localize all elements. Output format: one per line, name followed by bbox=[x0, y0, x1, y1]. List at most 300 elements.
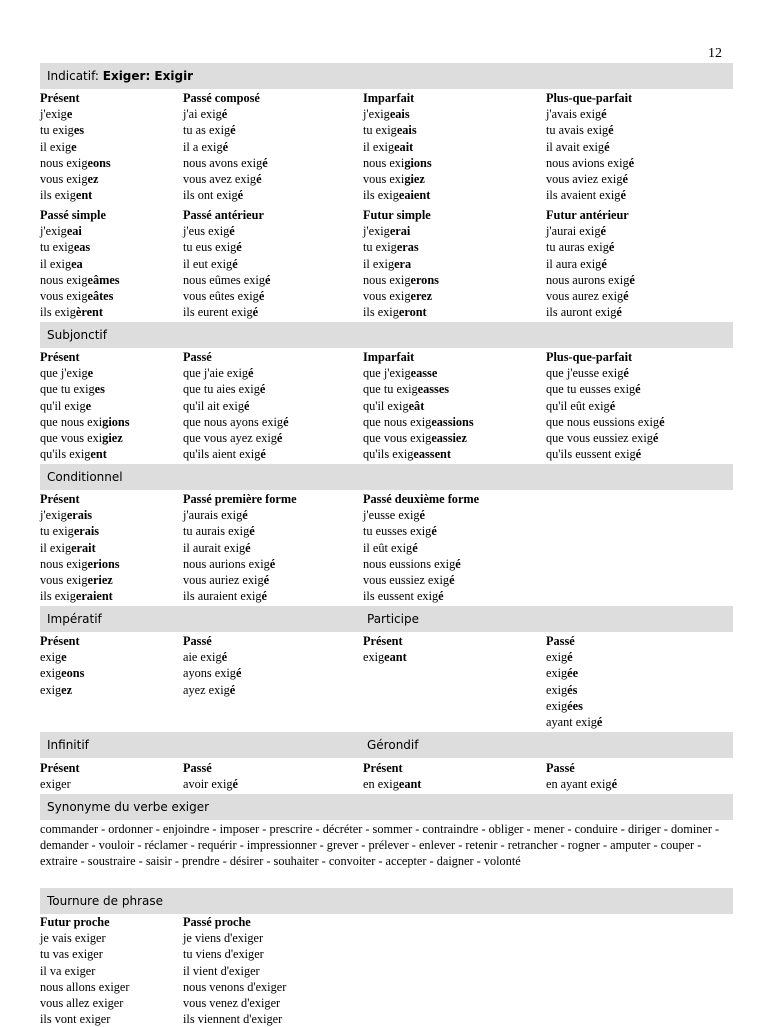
conjugation-line bbox=[546, 446, 736, 462]
ending-text: é bbox=[412, 540, 418, 555]
ending-text: é bbox=[567, 650, 573, 665]
subject-text: que vous bbox=[363, 430, 411, 445]
section-title: Subjonctif bbox=[47, 328, 107, 342]
conjugation-line bbox=[363, 588, 553, 604]
subject-text: il eût bbox=[363, 540, 392, 555]
ending-text: erais bbox=[73, 524, 100, 539]
stem-text: exig bbox=[228, 524, 250, 539]
conjugation-line bbox=[363, 398, 553, 414]
subject-text: ils auraient bbox=[183, 589, 241, 604]
stem-text: exig bbox=[234, 171, 257, 186]
tense-header: Passé bbox=[183, 761, 212, 775]
ending-text: é bbox=[601, 256, 607, 271]
stem-text: exig bbox=[608, 272, 630, 287]
ending-text: é bbox=[616, 305, 622, 320]
stem-text: exig bbox=[64, 398, 86, 413]
ending-text: giez bbox=[102, 430, 123, 445]
subject-text: nous allons exiger bbox=[40, 979, 130, 994]
conjugation-column bbox=[183, 914, 373, 1027]
conjugation-line bbox=[363, 122, 553, 138]
conjugation-line bbox=[363, 507, 553, 523]
subject-text: que tu aies bbox=[183, 382, 239, 397]
ending-text: é bbox=[232, 256, 238, 271]
ending-text: é bbox=[608, 240, 615, 255]
stem-text: exig bbox=[237, 288, 259, 303]
subject-text: qu'ils bbox=[363, 447, 393, 462]
conjugation-line bbox=[183, 682, 373, 698]
stem-text: exig bbox=[375, 240, 397, 255]
conjugation-column bbox=[546, 349, 736, 462]
ending-text: é bbox=[283, 414, 289, 429]
conjugation-column bbox=[546, 760, 736, 792]
ending-text: é bbox=[601, 107, 607, 122]
stem-text: exig bbox=[601, 171, 623, 186]
ending-text: é bbox=[236, 240, 242, 255]
section-title: Conditionnel bbox=[47, 470, 123, 484]
ending-text: ée bbox=[567, 666, 579, 681]
conjugation-column bbox=[183, 90, 373, 203]
stem-text: exig bbox=[66, 155, 88, 170]
subject-text: nous venons d'exiger bbox=[183, 979, 287, 994]
conjugation-column bbox=[363, 760, 553, 792]
subject-text: nous bbox=[40, 272, 67, 287]
section-header-subjonctif bbox=[40, 322, 733, 348]
stem-text: exi bbox=[87, 430, 103, 445]
conjugation-column bbox=[183, 349, 373, 462]
ending-text: ent bbox=[75, 188, 93, 203]
subject-text: que nous ayons bbox=[183, 414, 262, 429]
conjugation-line bbox=[183, 106, 373, 122]
conjugation-line bbox=[183, 381, 373, 397]
conjugation-line bbox=[183, 430, 373, 446]
subject-text: tu bbox=[363, 240, 376, 255]
ending-text: èrent bbox=[75, 305, 103, 320]
conjugation-line bbox=[546, 256, 736, 272]
conjugation-line bbox=[363, 155, 553, 171]
subject-text: ayant bbox=[546, 714, 576, 729]
ending-text: é bbox=[596, 714, 603, 729]
conjugation-line bbox=[183, 272, 373, 288]
ending-text: é bbox=[249, 524, 255, 539]
subject-text: vous allez exiger bbox=[40, 995, 124, 1010]
stem-text: exig bbox=[66, 572, 88, 587]
conjugation-line bbox=[546, 381, 736, 397]
subject-text: il bbox=[363, 139, 373, 154]
stem-text: exig bbox=[208, 224, 230, 239]
subject-text: il bbox=[40, 139, 50, 154]
stem-text: exig bbox=[427, 572, 450, 587]
ending-text: e bbox=[71, 139, 77, 154]
subject-text: tu bbox=[40, 123, 53, 138]
conjugation-line bbox=[363, 523, 553, 539]
stem-text: exig bbox=[45, 224, 67, 239]
conjugation-line bbox=[546, 430, 736, 446]
tense-header: Passé antérieur bbox=[183, 208, 264, 222]
conjugation-line bbox=[546, 187, 736, 203]
ending-text: easse bbox=[410, 366, 438, 381]
stem-text: exig bbox=[434, 556, 456, 571]
ending-text: eons bbox=[61, 666, 85, 681]
section-title-participe: Participe bbox=[367, 612, 419, 626]
subject-text: il aura bbox=[546, 256, 581, 271]
ending-text: é bbox=[264, 272, 271, 287]
tense-header: Futur antérieur bbox=[546, 208, 629, 222]
stem-text: exig bbox=[66, 288, 88, 303]
conjugation-line bbox=[183, 304, 373, 320]
stem-text: exig bbox=[69, 447, 91, 462]
conjugation-line bbox=[363, 223, 553, 239]
stem-text: exig bbox=[226, 366, 249, 381]
ending-text: é bbox=[635, 447, 642, 462]
conjugation-line bbox=[363, 304, 553, 320]
ending-text: é bbox=[237, 188, 244, 203]
subject-text: il bbox=[363, 256, 373, 271]
subject-text: que vous bbox=[40, 430, 88, 445]
stem-text: exig bbox=[579, 107, 602, 122]
conjugation-line bbox=[183, 556, 373, 572]
section-title-infinitif: Infinitif bbox=[47, 738, 89, 752]
stem-text: exig bbox=[372, 139, 395, 154]
ending-text: é bbox=[230, 123, 236, 138]
conjugation-line bbox=[183, 963, 373, 979]
stem-text: exig bbox=[255, 430, 277, 445]
subject-text: vous bbox=[40, 572, 67, 587]
conjugation-line bbox=[363, 272, 553, 288]
conjugation-column bbox=[183, 633, 373, 698]
ending-text: é bbox=[604, 139, 610, 154]
tense-header: Plus-que-parfait bbox=[546, 91, 633, 105]
conjugation-line bbox=[183, 288, 373, 304]
stem-text: exig bbox=[208, 123, 231, 138]
page-number: 12 bbox=[708, 46, 722, 61]
conjugation-line bbox=[363, 430, 553, 446]
conjugation-line bbox=[183, 540, 373, 556]
stem-text: exig bbox=[211, 777, 233, 792]
subject-text: qu'il ait bbox=[183, 398, 223, 413]
ending-text: é bbox=[232, 777, 238, 792]
conjugation-line bbox=[183, 155, 373, 171]
stem-text: exiger bbox=[40, 777, 71, 792]
ending-text: é bbox=[455, 556, 461, 571]
tense-header: Passé bbox=[183, 634, 212, 648]
ending-text: eassions bbox=[431, 414, 474, 429]
stem-text: exig bbox=[54, 188, 76, 203]
conjugation-line bbox=[183, 523, 373, 539]
subject-text: j' bbox=[40, 107, 46, 122]
tense-header: Plus-que-parfait bbox=[546, 350, 633, 364]
tense-header: Présent bbox=[40, 91, 80, 105]
stem-text: exig bbox=[410, 430, 432, 445]
stem-text: exig bbox=[546, 666, 568, 681]
stem-text: exig bbox=[368, 224, 390, 239]
ending-text: erait bbox=[71, 540, 96, 555]
ending-text: é bbox=[252, 305, 259, 320]
ending-text: é bbox=[629, 272, 635, 287]
section-header-tournure bbox=[40, 888, 733, 914]
conjugation-line bbox=[546, 122, 736, 138]
subject-text: ils bbox=[363, 305, 378, 320]
subject-text: j'aurai bbox=[546, 224, 580, 239]
conjugation-line bbox=[183, 446, 373, 462]
ending-text: es bbox=[94, 382, 105, 397]
ending-text: eraient bbox=[75, 589, 113, 604]
ending-text: erez bbox=[410, 288, 433, 303]
section-title: Tournure de phrase bbox=[47, 894, 163, 908]
conjugation-line bbox=[183, 414, 373, 430]
ending-text: eât bbox=[408, 398, 425, 413]
conjugation-line bbox=[183, 398, 373, 414]
ending-text: é bbox=[609, 398, 616, 413]
ending-text: ées bbox=[567, 698, 583, 713]
subject-text: qu'ils bbox=[40, 447, 70, 462]
subject-text: qu'il eût bbox=[546, 398, 589, 413]
stem-text: exig bbox=[49, 256, 72, 271]
subject-text: je vais exiger bbox=[40, 931, 106, 946]
conjugation-line bbox=[183, 572, 373, 588]
conjugation-line bbox=[363, 649, 553, 665]
conjugation-line bbox=[363, 414, 553, 430]
conjugation-column bbox=[546, 633, 736, 730]
subject-text: tu viens d'exiger bbox=[183, 947, 264, 962]
ending-text: e bbox=[87, 366, 94, 381]
conjugation-line bbox=[546, 223, 736, 239]
conjugation-line bbox=[363, 556, 553, 572]
stem-text: exig bbox=[40, 650, 62, 665]
subject-text: en ayant bbox=[546, 777, 591, 792]
stem-text: exig bbox=[579, 224, 601, 239]
subject-text: je viens d'exiger bbox=[183, 931, 264, 946]
subject-text: nous avions bbox=[546, 155, 608, 170]
subject-text: vous bbox=[363, 171, 390, 186]
stem-text: exig bbox=[66, 171, 88, 186]
stem-text: exig bbox=[375, 123, 397, 138]
section-title-gerondif: Gérondif bbox=[367, 738, 419, 752]
stem-text: exig bbox=[66, 556, 88, 571]
conjugation-line bbox=[183, 995, 373, 1011]
stem-text: exig bbox=[200, 650, 222, 665]
subject-text: nous eussions bbox=[363, 556, 435, 571]
ending-text: eâtes bbox=[87, 288, 114, 303]
subject-text: tu eus bbox=[183, 240, 216, 255]
conjugation-line bbox=[183, 256, 373, 272]
stem-text: exig bbox=[377, 188, 399, 203]
stem-text: exig bbox=[586, 123, 609, 138]
ending-text: és bbox=[567, 682, 578, 697]
subject-text: que j'aie bbox=[183, 366, 227, 381]
stem-text: exig bbox=[582, 139, 605, 154]
conjugation-line bbox=[363, 239, 553, 255]
conjugation-column bbox=[363, 349, 553, 462]
stem-text: exig bbox=[389, 366, 411, 381]
subject-text: ils ont bbox=[183, 188, 217, 203]
ending-text: é bbox=[259, 382, 266, 397]
ending-text: eas bbox=[73, 240, 91, 255]
conjugation-line bbox=[546, 365, 736, 381]
subject-text: vous bbox=[40, 288, 67, 303]
stem-text: exig bbox=[389, 272, 411, 287]
ending-text: erai bbox=[389, 224, 411, 239]
conjugation-line bbox=[363, 288, 553, 304]
stem-text: exig bbox=[587, 240, 609, 255]
subject-text: il aurait bbox=[183, 540, 224, 555]
ending-text: é bbox=[235, 666, 242, 681]
stem-text: exig bbox=[613, 382, 636, 397]
stem-text: exig bbox=[391, 540, 413, 555]
stem-text: exig bbox=[240, 589, 262, 604]
subject-text: ils eussent bbox=[363, 589, 417, 604]
stem-text: exig bbox=[239, 447, 261, 462]
subject-text: que j' bbox=[40, 366, 67, 381]
subject-text: qu'il bbox=[363, 398, 388, 413]
subject-text: ayez bbox=[183, 682, 209, 697]
subject-text: ils vont exiger bbox=[40, 1012, 111, 1027]
section-header-synonymes bbox=[40, 794, 733, 820]
subject-text: vous bbox=[363, 288, 390, 303]
subject-text: vous bbox=[40, 171, 67, 186]
stem-text: exig bbox=[387, 398, 409, 413]
ending-text: ez bbox=[61, 682, 73, 697]
subject-text: que nous eussions bbox=[546, 414, 638, 429]
stem-text: exig bbox=[377, 305, 399, 320]
ending-text: gions bbox=[102, 414, 130, 429]
subject-text: que nous bbox=[363, 414, 411, 429]
conjugation-column bbox=[363, 491, 553, 604]
ending-text: eais bbox=[396, 123, 417, 138]
conjugation-line bbox=[183, 946, 373, 962]
subject-text: tu eusses bbox=[363, 524, 411, 539]
stem-text: exig bbox=[631, 430, 653, 445]
conjugation-column bbox=[546, 90, 736, 203]
conjugation-line bbox=[546, 304, 736, 320]
conjugation-line bbox=[183, 365, 373, 381]
stem-text: exig bbox=[40, 682, 62, 697]
ending-text: é bbox=[622, 171, 628, 186]
ending-text: ent bbox=[90, 447, 107, 462]
stem-text: exig bbox=[223, 540, 246, 555]
tense-header: Présent bbox=[40, 634, 80, 648]
ending-text: é bbox=[628, 155, 635, 170]
conjugation-line bbox=[183, 776, 373, 792]
conjugation-line bbox=[183, 139, 373, 155]
ending-text: giez bbox=[404, 171, 425, 186]
conjugation-line bbox=[183, 665, 373, 681]
stem-text: exig bbox=[243, 272, 265, 287]
stem-text: exig bbox=[214, 666, 236, 681]
subject-text: il avait bbox=[546, 139, 583, 154]
subject-text: nous bbox=[40, 556, 67, 571]
synonyms-text: commander - ordonner - enjoindre - imposer - prescrire - décréter - sommer - contraindre - obliger - mener - conduire - diriger - dominer - demander - vouloir - réclamer - requérir - impressionner - grever - prélever - enlever - retenir - retrancher - rogner - amputer - couper - extraire - soustraire - saisir - prendre - désirer - souhaiter - convoiter - accepter - daigner - volonté bbox=[40, 822, 720, 869]
stem-text: exig bbox=[363, 650, 385, 665]
subject-text: j' bbox=[40, 508, 46, 523]
ending-text: easses bbox=[417, 382, 450, 397]
conjugation-line bbox=[546, 272, 736, 288]
subject-text: il bbox=[40, 256, 50, 271]
subject-text: ayons bbox=[183, 666, 215, 681]
tense-header: Passé bbox=[546, 634, 575, 648]
subject-text: que tu eusses bbox=[546, 382, 614, 397]
conjugation-column bbox=[546, 207, 736, 320]
tense-header: Futur proche bbox=[40, 915, 110, 929]
stem-text: exig bbox=[261, 414, 284, 429]
ending-text: é bbox=[269, 556, 276, 571]
subject-text: qu'il bbox=[40, 398, 65, 413]
section-header-imperatif-participe bbox=[40, 606, 733, 632]
conjugation-line bbox=[546, 139, 736, 155]
stem-text: exig bbox=[52, 524, 74, 539]
subject-text: que j' bbox=[363, 366, 390, 381]
ending-text: é bbox=[258, 288, 265, 303]
subject-text: vous eussiez bbox=[363, 572, 428, 587]
subject-text: vous eûtes bbox=[183, 288, 238, 303]
stem-text: exig bbox=[392, 447, 414, 462]
ending-text: é bbox=[261, 589, 268, 604]
ending-text: é bbox=[419, 508, 425, 523]
tense-header: Présent bbox=[40, 761, 80, 775]
subject-text: j'avais bbox=[546, 107, 580, 122]
stem-text: exig bbox=[73, 382, 95, 397]
stem-text: exig bbox=[66, 272, 88, 287]
subject-text: ils bbox=[40, 188, 55, 203]
subject-text: que vous ayez bbox=[183, 430, 256, 445]
ending-text: eons bbox=[87, 155, 111, 170]
ending-text: é bbox=[276, 430, 283, 445]
conjugation-line bbox=[546, 714, 736, 730]
stem-text: exig bbox=[546, 650, 568, 665]
ending-text: é bbox=[262, 155, 268, 170]
conjugation-line bbox=[183, 588, 373, 604]
subject-text: tu bbox=[40, 524, 53, 539]
stem-text: exig bbox=[208, 682, 230, 697]
conjugation-line bbox=[363, 106, 553, 122]
ending-text: é bbox=[245, 540, 251, 555]
conjugation-line bbox=[546, 288, 736, 304]
stem-text: exig bbox=[238, 382, 260, 397]
subject-text: nous eûmes bbox=[183, 272, 244, 287]
ending-text: era bbox=[394, 256, 412, 271]
subject-text: nous avons bbox=[183, 155, 242, 170]
conjugation-line bbox=[546, 239, 736, 255]
tense-header: Présent bbox=[363, 634, 403, 648]
tense-header: Présent bbox=[40, 350, 80, 364]
stem-text: exig bbox=[410, 414, 432, 429]
stem-text: exig bbox=[231, 305, 253, 320]
conjugation-line bbox=[363, 776, 553, 792]
stem-text: exig bbox=[599, 188, 621, 203]
conjugation-line bbox=[363, 256, 553, 272]
subject-text: vous auriez bbox=[183, 572, 243, 587]
section-header-conditionnel bbox=[40, 464, 733, 490]
ending-text: ez bbox=[87, 171, 99, 186]
subject-text: vous aviez bbox=[546, 171, 602, 186]
stem-text: exig bbox=[45, 508, 67, 523]
ending-text: erions bbox=[87, 556, 120, 571]
conjugation-line bbox=[363, 187, 553, 203]
conjugation-line bbox=[183, 507, 373, 523]
subject-text: il bbox=[40, 540, 50, 555]
subject-text: qu'ils aient bbox=[183, 447, 240, 462]
conjugation-line bbox=[546, 649, 736, 665]
ending-text: é bbox=[243, 398, 250, 413]
stem-text: exig bbox=[200, 107, 222, 122]
stem-text: exig bbox=[575, 714, 597, 729]
conjugation-line bbox=[546, 106, 736, 122]
stem-text: exig bbox=[221, 508, 243, 523]
stem-text: exig bbox=[54, 305, 76, 320]
stem-text: exig bbox=[602, 366, 624, 381]
tense-header: Passé première forme bbox=[183, 492, 297, 506]
stem-text: exig bbox=[52, 240, 74, 255]
ending-text: é bbox=[608, 123, 614, 138]
